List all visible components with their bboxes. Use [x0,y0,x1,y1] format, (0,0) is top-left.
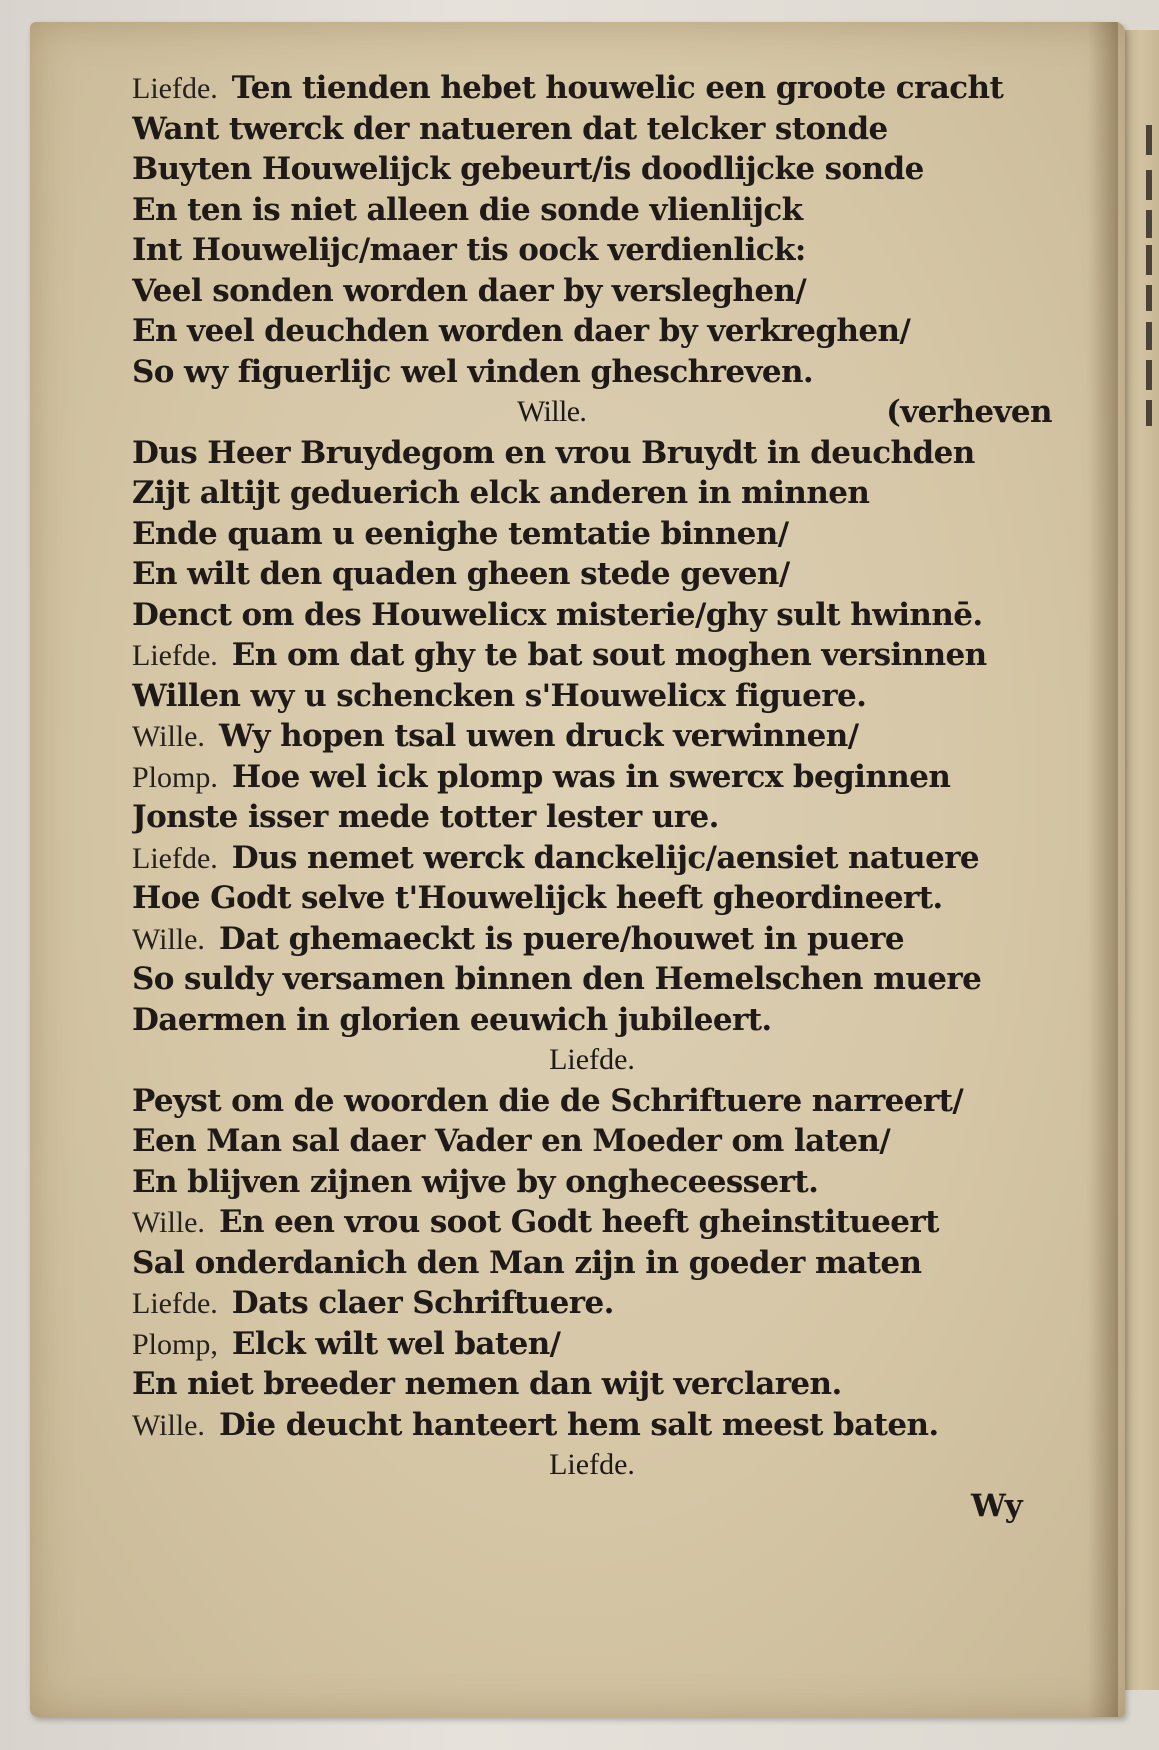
verse-text: Int Houwelijc/maer tis oock verdienlick: [132,232,806,268]
verse-text: Dat ghemaeckt is puere/houwet in puere [218,920,904,957]
verse-text: En veel deuchden worden daer by verkreghen/ [132,313,911,349]
text-line [132,959,1052,1000]
verse-text: Jonste isser mede totter lester ure. [132,799,719,835]
verse-text: Veel sonden worden daer by versleghen/ [132,272,807,309]
text-line [132,1283,1052,1324]
verse-text: En wilt den quaden gheen stede geven/ [132,556,790,592]
text-line [132,68,1052,109]
text-line [132,190,1052,231]
verse-text: Denct om des Houwelicx misterie/ghy sult hwinnē. [132,596,983,633]
verse-text: En niet breeder nemen dan wijt verclaren. [132,1366,842,1402]
speaker-label: Plomp. [132,760,218,794]
text-line [132,838,1052,879]
verse-text: En ten is niet alleen die sonde vlienlijck [132,191,803,228]
text-line [132,149,1052,190]
speaker-heading: Liefde. [549,1448,635,1481]
text-line [132,1202,1052,1243]
text-line [132,1121,1052,1162]
text-line [132,797,1052,838]
verse-text: En blijven zijnen wijve by ongheceessert. [132,1163,819,1200]
speaker-heading-line [132,392,1052,433]
verse-text: Want twerck der natueren dat telcker stonde [132,110,888,147]
verse-text: En een vrou soot Godt heeft gheinstitueert [218,1204,939,1240]
verse-text: Daermen in glorien eeuwich jubileert. [132,1001,772,1038]
verse-text: Buyten Houwelijck gebeurt/is doodlijcke sonde [132,151,924,187]
runover-word: (verheven [886,394,1052,430]
text-line [132,1243,1052,1284]
text-line [132,878,1052,919]
verse-text: Hoe Godt selve t'Houwelijck heeft gheordineert. [132,880,943,916]
verse-text: Ende quam u eenighe temtatie binnen/ [132,515,789,552]
page-text [132,68,1052,1526]
verse-text: Elck wilt wel baten/ [231,1325,561,1362]
text-line [132,1324,1052,1365]
text-line [132,1000,1052,1041]
gutter-shadow [1088,22,1118,1717]
speaker-heading: Wille. [517,395,587,428]
speaker-label: Liefde. [132,1287,218,1320]
text-line [132,1162,1052,1203]
text-line [132,514,1052,555]
text-line [132,554,1052,595]
verse-text: Hoe wel ick plomp was in swercx beginnen [231,758,951,795]
verse-text: En om dat ghy te bat sout moghen versinnen [231,637,987,673]
verse-text: Dus nemet werck danckelijc/aensiet natuere [231,839,980,876]
speaker-heading: Liefde. [549,1043,635,1076]
verse-text: Die deucht hanteert hem salt meest baten. [218,1406,939,1443]
speaker-label: Liefde. [132,639,218,672]
text-line [132,595,1052,636]
verse-text: Sal onderdanich den Man zijn in goeder maten [132,1244,922,1281]
verse-text: Zijt altijt geduerich elck anderen in minnen [132,475,870,511]
text-line [132,919,1052,960]
speaker-label: Wille. [132,922,205,956]
verse-text: Ten tienden hebet houwelic een groote cracht [231,70,1004,106]
text-line [132,271,1052,312]
text-line [132,716,1052,757]
verse-text: So suldy versamen binnen den Hemelschen muere [132,961,982,997]
text-line [132,1364,1052,1405]
text-line [132,433,1052,474]
verse-text: So wy figuerlijc wel vinden gheschreven. [132,353,814,390]
text-line [132,1405,1052,1446]
speaker-label: Wille. [132,1408,205,1442]
speaker-label: Liefde. [132,841,218,875]
text-line [132,1081,1052,1122]
text-line [132,109,1052,150]
text-line [132,473,1052,514]
verse-text: Wy hopen tsal uwen druck verwinnen/ [218,718,859,754]
speaker-label: Wille. [132,1206,205,1239]
verse-text: Dats claer Schriftuere. [231,1285,614,1321]
catchword: Wy [971,1487,1022,1524]
speaker-label: Plomp, [132,1327,218,1361]
text-line [132,352,1052,393]
text-line [132,757,1052,798]
text-line [132,230,1052,271]
verse-text: Peyst om de woorden die de Schriftuere narreert/ [132,1082,964,1119]
speaker-label: Wille. [132,720,205,753]
text-line [132,676,1052,717]
speaker-label: Liefde. [132,72,218,105]
verse-text: Dus Heer Bruydegom en vrou Bruydt in deuchden [132,434,975,471]
verse-text: Een Man sal daer Vader en Moeder om laten/ [132,1123,891,1159]
text-line [132,311,1052,352]
verse-text: Willen wy u schencken s'Houwelicx figuere. [132,677,867,714]
text-line [132,635,1052,676]
